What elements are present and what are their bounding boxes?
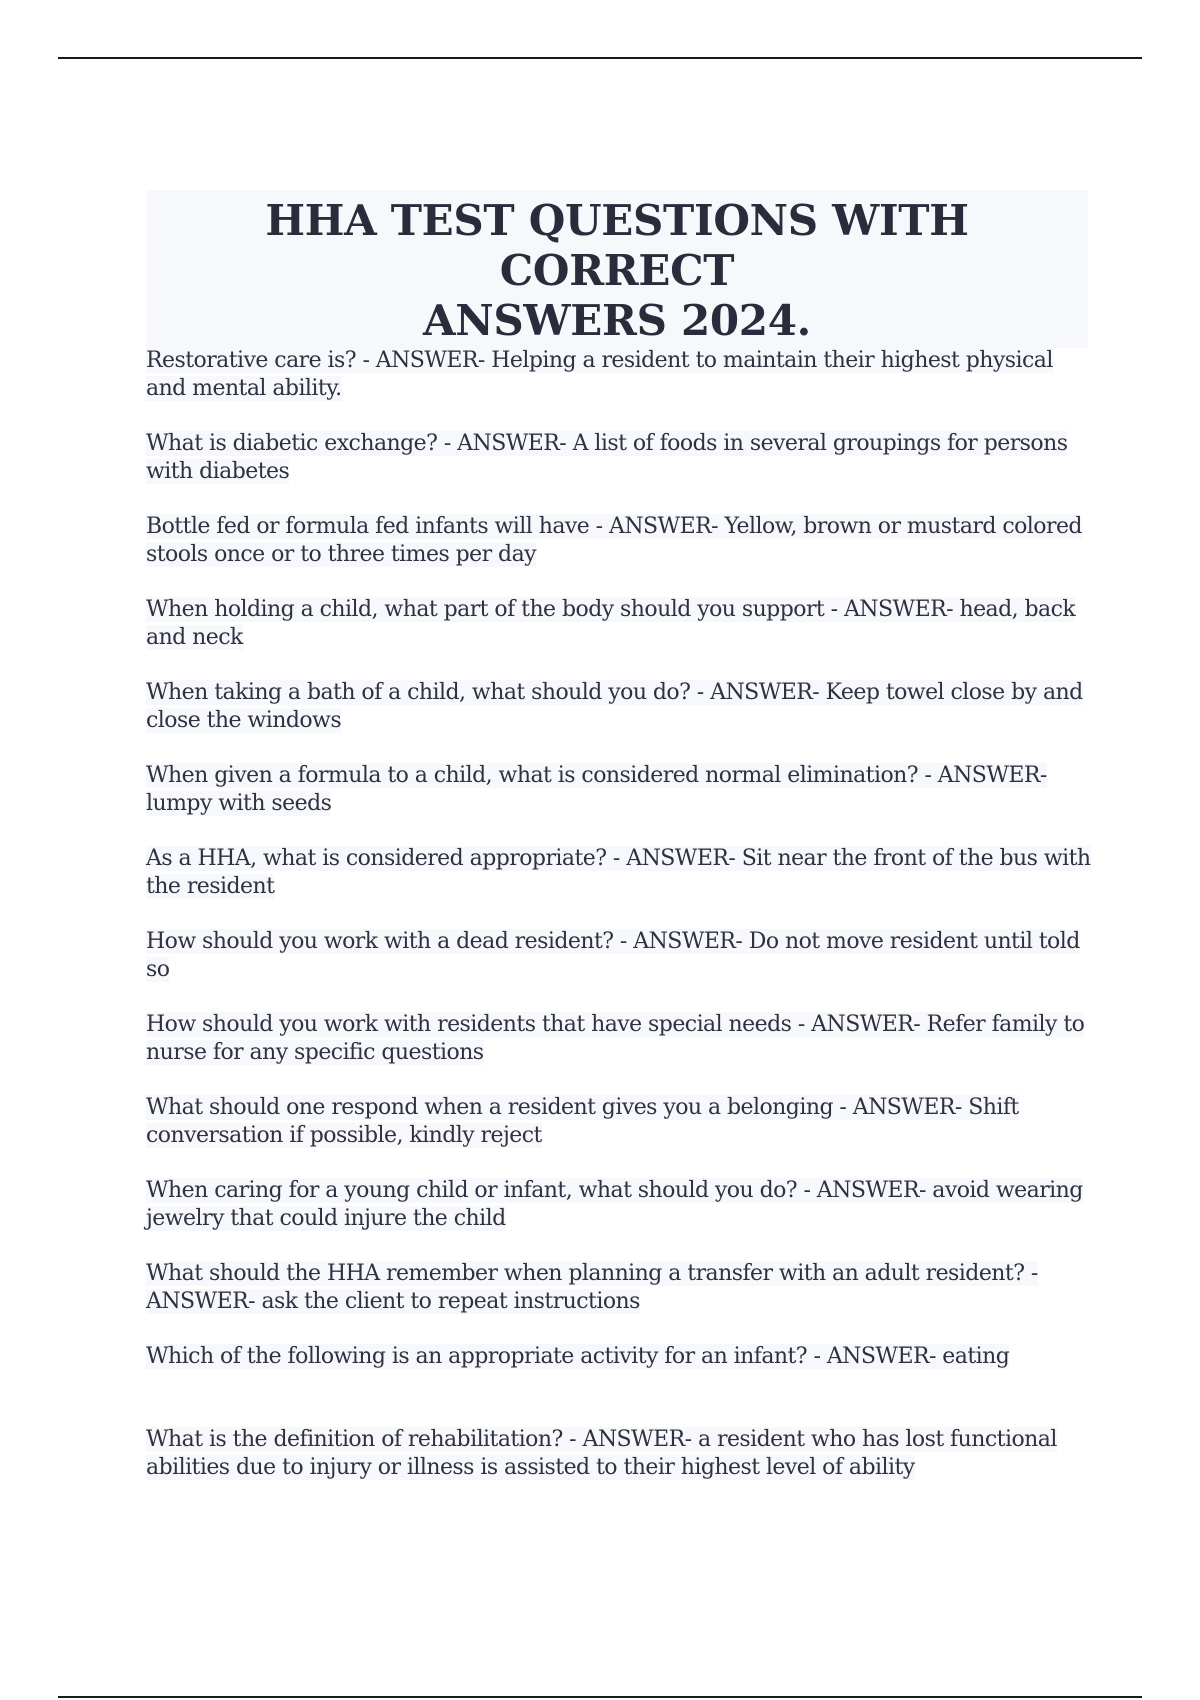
- qa-item: [146, 430, 1096, 513]
- qa-text: When given a formula to a child, what is considered normal elimination? - ANSWER- lumpy with seeds: [146, 763, 1047, 816]
- qa-item: [146, 1011, 1096, 1094]
- document-title: [146, 196, 1088, 346]
- qa-text: How should you work with a dead resident? - ANSWER- Do not move resident until told so: [146, 929, 1080, 982]
- qa-text: When taking a bath of a child, what should you do? - ANSWER- Keep towel close by and close the windows: [146, 680, 1083, 733]
- qa-text: As a HHA, what is considered appropriate? - ANSWER- Sit near the front of the bus with the resident: [146, 846, 1091, 899]
- qa-item: [146, 347, 1096, 430]
- qa-item: [146, 845, 1096, 928]
- qa-text: Restorative care is? - ANSWER- Helping a resident to maintain their highest physical and mental ability.: [146, 348, 1053, 401]
- qa-item: [146, 596, 1096, 679]
- qa-text: When caring for a young child or infant, what should you do? - ANSWER- avoid wearing jewelry that could injure the child: [146, 1178, 1083, 1231]
- title-block: [146, 190, 1088, 348]
- qa-item: [146, 679, 1096, 762]
- qa-text: When holding a child, what part of the body should you support - ANSWER- head, back and neck: [146, 597, 1076, 650]
- qa-text: What is the definition of rehabilitation? - ANSWER- a resident who has lost functional abilities due to injury or illness is assisted to their highest level of ability: [146, 1427, 1057, 1480]
- qa-text: What is diabetic exchange? - ANSWER- A list of foods in several groupings for persons with diabetes: [146, 431, 1068, 484]
- qa-item: [146, 1177, 1096, 1260]
- qa-text: Which of the following is an appropriate activity for an infant? - ANSWER- eating: [146, 1344, 1010, 1369]
- qa-item: [146, 1094, 1096, 1177]
- qa-item: [146, 762, 1096, 845]
- qa-text: Bottle fed or formula fed infants will have - ANSWER- Yellow, brown or mustard colored stools once or to three times per day: [146, 514, 1082, 567]
- qa-list: [146, 347, 1096, 1509]
- title-line-2: ANSWERS 2024.: [423, 296, 811, 345]
- qa-item: [146, 1260, 1096, 1343]
- qa-text: What should one respond when a resident gives you a belonging - ANSWER- Shift conversation if possible, kindly reject: [146, 1095, 1019, 1148]
- footer-rule: [58, 1696, 1142, 1698]
- qa-item: [146, 513, 1096, 596]
- qa-text: What should the HHA remember when planning a transfer with an adult resident? - ANSWER- ask the client to repeat instructions: [146, 1261, 1038, 1314]
- qa-item: [146, 928, 1096, 1011]
- qa-item: [146, 1343, 1096, 1426]
- qa-text: How should you work with residents that have special needs - ANSWER- Refer family to nurse for any specific questions: [146, 1012, 1085, 1065]
- title-line-1: HHA TEST QUESTIONS WITH CORRECT: [265, 196, 969, 295]
- header-rule: [58, 57, 1142, 59]
- qa-item: [146, 1426, 1096, 1509]
